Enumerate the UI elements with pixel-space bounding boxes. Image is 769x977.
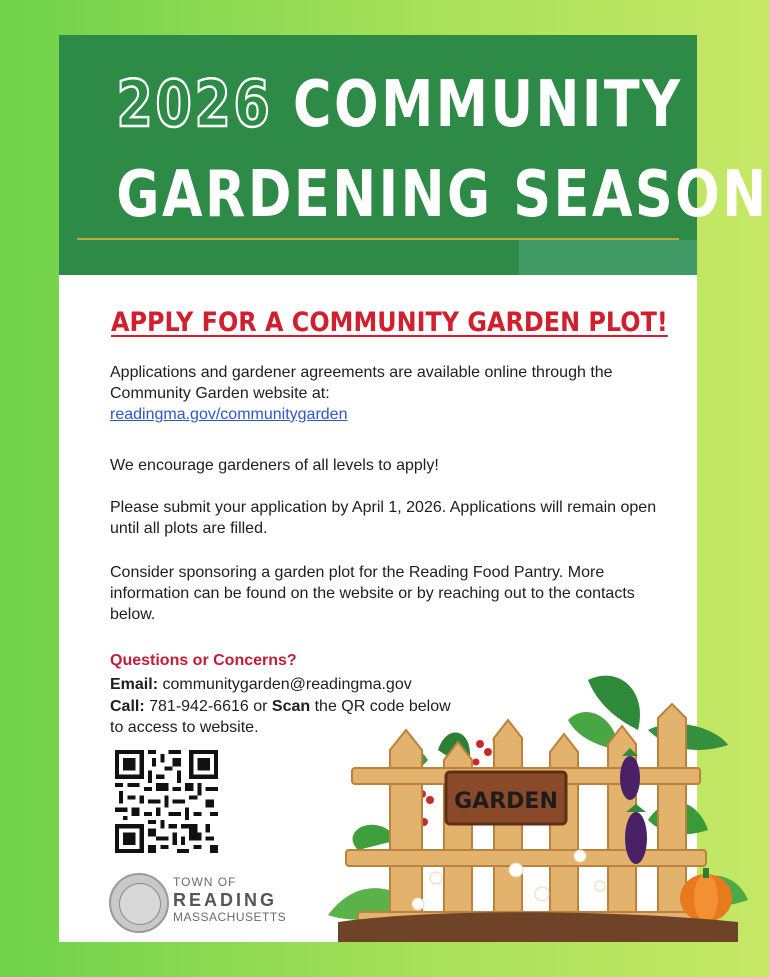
email-label: Email: <box>110 676 159 693</box>
title-year: 2026 <box>116 68 273 142</box>
garden-sign <box>446 772 566 824</box>
logo-state: MASSACHUSETTS <box>173 910 287 924</box>
call-label: Call: <box>110 698 145 715</box>
scan-text: the QR code below <box>314 698 451 715</box>
title-line-1 <box>116 68 683 142</box>
logo-town-name: READING <box>173 890 278 910</box>
apply-heading: APPLY FOR A COMMUNITY GARDEN PLOT! <box>111 307 668 338</box>
header-banner <box>59 35 769 275</box>
town-seal <box>109 873 169 933</box>
phone-number[interactable]: 781-942-6616 <box>149 698 249 715</box>
garden-illustration <box>318 660 756 942</box>
website-link[interactable]: readingma.gov/communitygarden <box>110 406 348 423</box>
title-community: COMMUNITY <box>293 68 683 142</box>
email-address[interactable]: communitygarden@readingma.gov <box>162 676 412 693</box>
logo-town-of: TOWN OF <box>173 875 237 889</box>
questions-title: Questions or Concerns? <box>110 652 297 669</box>
header-accent-block <box>519 240 697 275</box>
scan-label: Scan <box>271 698 311 715</box>
intro-text: Applications and gardener agreements are available online through the Community Garden website at: <box>110 364 613 402</box>
deadline-paragraph: Please submit your application by April 1, 2026. Applications will remain open until all plots are filled. <box>110 499 657 537</box>
sign-label: GARDEN <box>454 789 558 814</box>
header-divider <box>77 238 679 240</box>
scan-line-2: to access to website. <box>110 719 259 736</box>
qr-code[interactable] <box>115 750 218 853</box>
sponsor-paragraph: Consider sponsoring a garden plot for the Reading Food Pantry. More information can be found on the website or by reaching out to the contacts below. <box>110 564 635 623</box>
encourage-paragraph: We encourage gardeners of all levels to apply! <box>110 457 439 474</box>
or-text: or <box>253 698 268 715</box>
intro-paragraph <box>110 362 660 425</box>
title-line-2: GARDENING SEASON <box>116 158 769 232</box>
pumpkin <box>680 868 732 922</box>
